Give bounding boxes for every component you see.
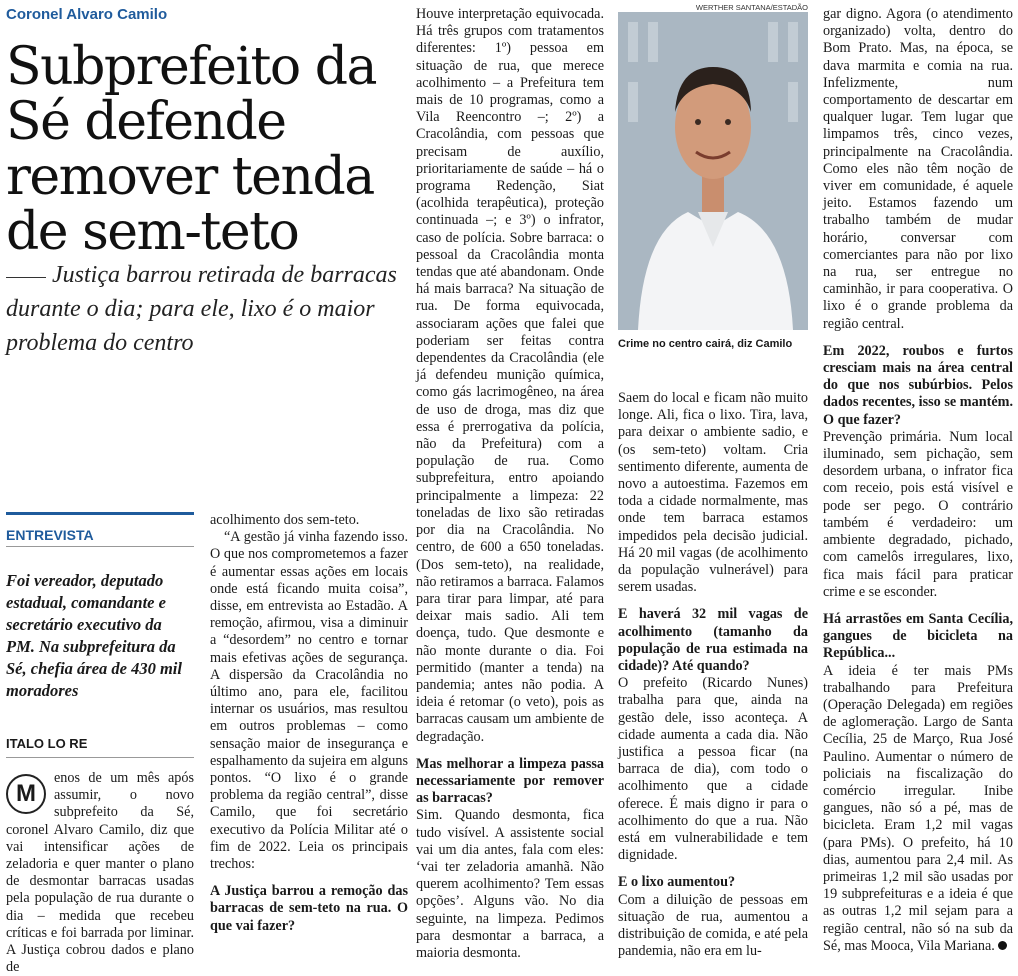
photo-caption: Crime no centro cairá, diz Camilo xyxy=(618,338,793,350)
answer-text: A ideia é ter mais PMs trabalhando para Prefeitura (Operação Delegada) em regiões de aglomeração. Largo de Santa Cecília, 25 de Março, Rua José Paulino. Aumentar o número de policiais na fiscalização do comércio irregular. Inibe gangues, não só a pé, mas de bicicleta. Eram 1,2 mil vagas (para PMs). O prefeito, há 10 dias, aumentou para 2,4 mil. As primeiras 1,2 mil são usadas por 19 subprefeituras e a ideia é que as outras 1,2 mil sejam para a região central, não só na sub da Sé, mas Mooca, Vila Mariana. xyxy=(823,662,1013,954)
deck-dash xyxy=(6,277,46,278)
question: Há arrastões em Santa Cecília, gangues de bicicleta na República... xyxy=(823,610,1013,662)
paragraph: acolhimento dos sem-teto. xyxy=(210,512,360,528)
answer: Prevenção primária. Num local iluminado, sem pichação, sem desordem urbana, o infrator fica com receio, pois está visível e pode ser pego. O contrário também é verdadeiro: um ambiente degradado, pichado, com camelôs irregulares, lixo, fica mais fácil para praticar crime e se esconder. xyxy=(823,428,1013,600)
dropcap: M xyxy=(6,774,46,814)
answer: Saem do local e ficam não muito longe. Ali, fica o lixo. Tira, lava, para deixar o ambiente sadio, e (os sem-teto) voltam. Cria sentimento diferente, aumenta de novo a autoestima. Fazemos em toda a cidade normalmente, mas onde tem barraca estamos impedidos pela decisão judicial. Há 20 mil vagas (de acolhimento da população vulnerável) para serem usadas. xyxy=(618,390,808,596)
column-3 xyxy=(416,6,604,962)
column-4 xyxy=(618,390,808,961)
question: A Justiça barrou a remoção das barracas de sem-teto na rua. O que vai fazer? xyxy=(210,883,408,934)
portrait-illustration xyxy=(618,12,808,330)
section-label: ENTREVISTA xyxy=(6,512,194,543)
column-1 xyxy=(6,770,194,976)
portrait-photo xyxy=(618,12,808,330)
byline-divider xyxy=(6,757,194,758)
answer: Com a diluição de pessoas em situação de rua, aumentou a distribuição de comida, e até pela pandemia, não era em lu- xyxy=(618,891,808,960)
answer: gar digno. Agora (o atendimento organizado) volta, dentro do Bom Prato. Mas, na época, se dava marmita e comia na rua. Infelizmente, num comportamento de descartar em qualquer lugar. Tem lugar que limpamos três, cinco vezes, principalmente na Cracolândia. Como eles não têm noção de viver em comunidade, é aquele jeito. Estamos fazendo um trabalho também de mudar horário, conversar com comerciantes para não por lixo na rua, ser entregue no caminhão, ir para cooperativa. O lixo é o grande problema da região central. xyxy=(823,6,1013,332)
end-mark-icon xyxy=(998,941,1007,950)
deck-text: Justiça barrou retirada de barracas durante o dia; para ele, lixo é o maior problema do centro xyxy=(6,262,397,356)
question: E haverá 32 mil vagas de acolhimento (tamanho da população de rua estimada na cidade)? Até quando? xyxy=(618,606,808,675)
question: Em 2022, roubos e furtos cresciam mais na área central do que nos subúrbios. Pelos dados recentes, isso se mantém. O que fazer? xyxy=(823,342,1013,428)
photo-credit: WERTHER SANTANA/ESTADÃO xyxy=(695,3,808,12)
column-2 xyxy=(210,512,408,935)
answer: Houve interpretação equivocada. Há três grupos com tratamentos diferentes: 1º) pessoa em situação de rua, que merece acolhimento – a Prefeitura tem mais de 10 programas, como a Vila Reencontro –; 2º) a Cracolândia, com pessoas que precisam de auxílio, prioritariamente de saúde – há o programa Redenção, Siat (acolhida terapêutica), proteção continuada –; e 3º) o infrator, caso de polícia. Sobre barraca: o pessoal da Cracolândia monta tendas que até abandonam. Onde há mais barraca? Na situação de rua. De forma equivocada, associaram ações que falei que poderiam ser feitas contra dependentes da Cracolândia (ele já defendeu munição química, como gás lacrimogêneo, na área de uso de droga, mas diz que essa é prerrogativa da polícia, não da Prefeitura) com a população de rua. Como subprefeitura, entro apoiando principalmente a limpeza: 22 toneladas de lixo são retiradas por dia na Cracolândia. No centro, de 600 a 650 toneladas. (Dos sem-teto), na realidade, não retiramos a barraca. Falamos para tirar para limpar, até para deixar mais sadio. Ali tem doença, tudo. Que desmonte e não monte durante o dia. Foi permitido (manter a tenda) na pandemia; antes não podia. A ideia é retomar (o veto), pois as barracas causam um ambiente de degradação. xyxy=(416,6,604,745)
headline: Subprefeito da Sé defende remover tenda de sem-teto xyxy=(6,37,376,262)
deck xyxy=(6,258,398,360)
question: E o lixo aumentou? xyxy=(618,874,736,891)
paragraph: “A gestão já vinha fazendo isso. O que nos comprometemos a fazer é aumentar essas ações em locais onde está ficando muita coisa”, disse, em entrevista ao Estadão. A remoção, afirmou, visa a diminuir a “desordem” no centro e tornar mais efetivas ações de segurança. A dispersão da Cracolândia no último ano, para ele, facilitou internar os usuários, mas resultou em outros problemas – como sensação maior de insegurança e espalhamento da sujeira em alguns pontos. “O lixo é o grande problema da região central”, disse Camilo, que foi secretário executivo da Polícia Militar até o fim de 2022. Leia os principais trechos: xyxy=(210,529,408,873)
answer: Sim. Quando desmonta, fica tudo visível. A assistente social vai um dia antes, fala com eles: ‘vai ter zeladoria amanhã. Não querem acolhimento? Tem essas opções’. Alguns vão. No dia seguinte, na limpeza. Pedimos para desmontar a barraca, a maioria desmonta. xyxy=(416,807,604,961)
author-kicker: Coronel Alvaro Camilo xyxy=(6,6,168,23)
section-divider xyxy=(6,546,194,547)
question: Mas melhorar a limpeza passa necessariamente por remover as barracas? xyxy=(416,755,604,807)
interviewee-bio: Foi vereador, deputado estadual, comandante e secretário executivo da PM. Na subprefeitura da Sé, chefia área de 430 mil moradores xyxy=(6,571,182,700)
byline: ITALO LO RE xyxy=(6,736,88,751)
answer: O prefeito (Ricardo Nunes) trabalha para que, ainda na gestão dele, isso aconteça. A cidade aumenta a cada dia. Não justifica a pessoa ficar (na barraca de dia), com todo o acolhimento que a cidade oferece. É mais digno ir para o acolhimento do que a rua. Não está em vulnerabilidade e tem dignidade. xyxy=(618,675,808,864)
column-5 xyxy=(823,6,1013,955)
lead-paragraph: enos de um mês após assumir, o novo subprefeito da Sé, coronel Alvaro Camilo, diz que vai intensificar ações de zeladoria e quer manter o plano de desmontar barracas usadas pela população de rua durante o dia – medida que recebeu críticas e foi barrada por liminar. A Justiça cobrou dados e plano de xyxy=(6,770,194,976)
answer xyxy=(823,663,1013,955)
